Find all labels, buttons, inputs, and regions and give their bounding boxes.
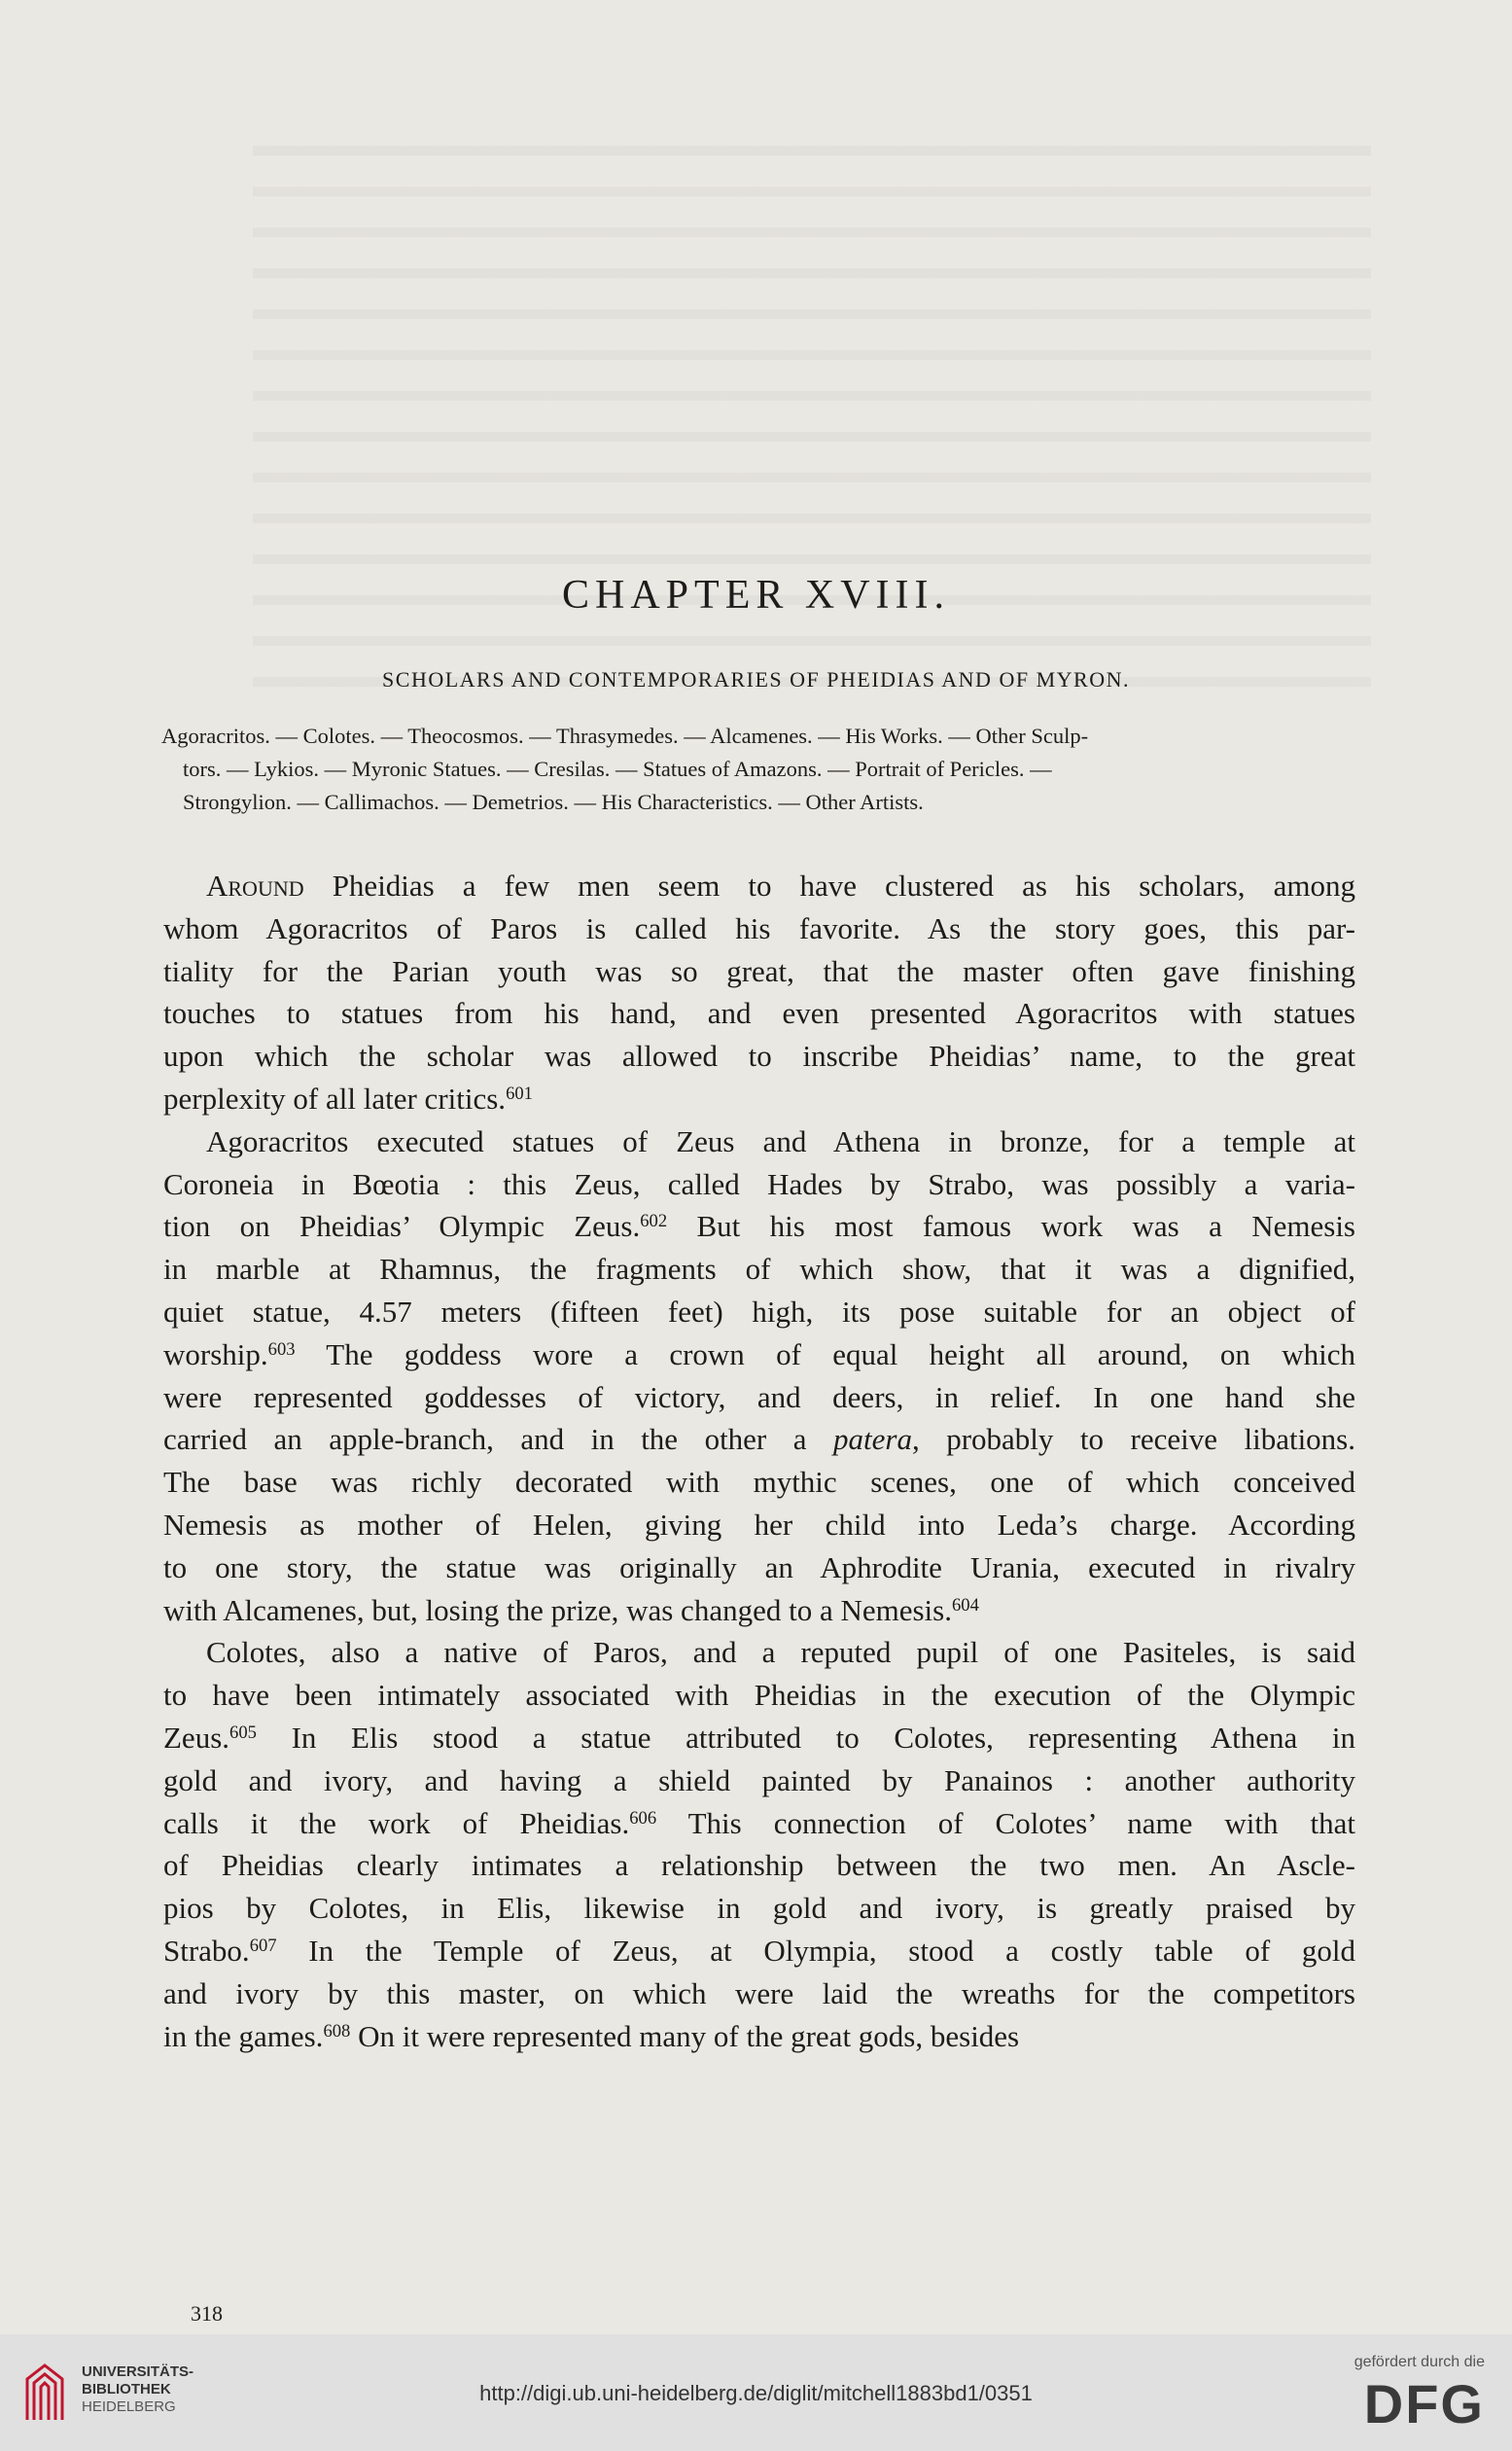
- text-line: [163, 1461, 1355, 1504]
- text-line: [163, 865, 1355, 907]
- footnote-ref: 603: [267, 1338, 296, 1360]
- chapter-title: CHAPTER XVIII.: [562, 573, 950, 618]
- permalink-url[interactable]: http://digi.ub.uni-heidelberg.de/diglit/mitchell1883bd1/0351: [479, 2381, 1033, 2405]
- line-text: and ivory by this master, on which were laid the wreaths for the competitors: [163, 1975, 1355, 2010]
- line-text: to one story, the statue was originally an Aphrodite Urania, executed in rivalry: [163, 1549, 1355, 1584]
- text-line: [163, 1674, 1355, 1717]
- text-line: [163, 1717, 1355, 1759]
- text-line: touches to statues from his hand, and even presented Agoracritos with statues: [163, 996, 1355, 1031]
- text-line: [163, 1120, 1355, 1163]
- footnote-ref: 601: [506, 1083, 533, 1104]
- text-line: [163, 1248, 1355, 1291]
- line-text: in the games.: [163, 2018, 324, 2053]
- line-text: Colotes, also a native of Paros, and a reputed pupil of one Pasiteles, is said: [206, 1635, 1355, 1670]
- line-text: The base was richly decorated with mythic scenes, one of which conceived: [163, 1465, 1355, 1500]
- paragraph-3: [163, 1631, 1355, 2057]
- text-line: upon which the scholar was allowed to inscribe Pheidias’ name, to the great: [163, 1039, 1355, 1074]
- footnote-ref: 604: [951, 1594, 979, 1616]
- line-text: This connection of Colotes’ name with that: [656, 1805, 1355, 1840]
- text-line: [163, 1844, 1355, 1887]
- footnote-ref: 605: [229, 1722, 257, 1743]
- line-text: In the Temple of Zeus, at Olympia, stood a costly table of gold: [276, 1933, 1355, 1968]
- text-line: [163, 1504, 1355, 1546]
- text-line: [163, 2015, 1355, 2058]
- library-name-line: UNIVERSITÄTS-: [82, 2363, 194, 2380]
- paragraph-2: [163, 1120, 1355, 1632]
- text-line: whom Agoracritos of Paros is called his favorite. As the story goes, this par-: [163, 910, 1355, 945]
- text-line: [163, 1631, 1355, 1674]
- library-name-line: HEIDELBERG: [82, 2398, 176, 2415]
- line-text: quiet statue, 4.57 meters (fifteen feet) high, its pose suitable for an object of: [163, 1294, 1355, 1329]
- line-text: worship.: [163, 1336, 268, 1371]
- footnote-ref: 607: [249, 1935, 277, 1956]
- line-text: carried an apple-branch, and in the other a: [163, 1422, 834, 1457]
- footnote-ref: 608: [323, 2020, 351, 2042]
- text-line: [163, 1930, 1355, 1972]
- italic-term: patera: [833, 1422, 912, 1457]
- text-line: [163, 1887, 1355, 1930]
- text-line: [163, 1291, 1355, 1333]
- library-name-line: BIBLIOTHEK: [82, 2381, 171, 2398]
- text-line: [163, 1418, 1355, 1461]
- footnote-ref: 606: [629, 1807, 657, 1829]
- funder-label: gefördert durch die: [1354, 2354, 1485, 2370]
- dfg-logo: DFG: [1363, 2373, 1485, 2434]
- text-line: [163, 1205, 1355, 1248]
- line-text: gold and ivory, and having a shield painted by Panainos : another authority: [163, 1762, 1355, 1797]
- synopsis-line: Agoracritos. — Colotes. — Theocosmos. — Thrasymedes. — Alcamenes. — His Works. — Other Sculp-: [161, 724, 1089, 748]
- text-line: [163, 1376, 1355, 1419]
- synopsis-line: Strongylion. — Callimachos. — Demetrios. — His Characteristics. — Other Artists.: [183, 790, 924, 814]
- line-text: Pheidias a few men seem to have clustered as his scholars, among: [303, 869, 1355, 903]
- line-text: to have been intimately associated with Pheidias in the execution of the Olympic: [163, 1678, 1355, 1713]
- line-text: Nemesis as mother of Helen, giving her child into Leda’s charge. According: [163, 1507, 1355, 1542]
- line-text: in marble at Rhamnus, the fragments of which show, that it was a dignified,: [163, 1252, 1355, 1287]
- line-text: with Alcamenes, but, losing the prize, was changed to a Nemesis.: [163, 1592, 952, 1627]
- line-text: Zeus.: [163, 1720, 230, 1755]
- text-line: [163, 1972, 1355, 2015]
- paragraph-1: [163, 865, 1355, 1120]
- text-line: [163, 1333, 1355, 1376]
- text-line: [163, 1546, 1355, 1589]
- synopsis-line: tors. — Lykios. — Myronic Statues. — Cresilas. — Statues of Amazons. — Portrait of Pericles. —: [183, 757, 1052, 781]
- line-text: But his most famous work was a Nemesis: [667, 1209, 1355, 1244]
- line-text: pios by Colotes, in Elis, likewise in gold and ivory, is greatly praised by: [163, 1891, 1355, 1926]
- line-text: calls it the work of Pheidias.: [163, 1805, 630, 1840]
- funder[interactable]: [1354, 2354, 1485, 2433]
- line-text: In Elis stood a statue attributed to Colotes, representing Athena in: [256, 1720, 1355, 1755]
- line-text: Agoracritos executed statues of Zeus and Athena in bronze, for a temple at: [206, 1123, 1355, 1158]
- footnote-ref: 602: [640, 1211, 668, 1232]
- text-line: [163, 1759, 1355, 1802]
- line-text: were represented goddesses of victory, and deers, in relief. In one hand she: [163, 1379, 1355, 1414]
- text-line: [163, 1802, 1355, 1845]
- text-line: tiality for the Parian youth was so great, that the master often gave finishing: [163, 953, 1355, 988]
- line-text: Coroneia in Bœotia : this Zeus, called Hades by Strabo, was possibly a varia-: [163, 1166, 1355, 1201]
- line-text: The goddess wore a crown of equal height all around, on which: [295, 1336, 1355, 1371]
- chapter-synopsis: [161, 720, 1354, 819]
- body-text: [163, 865, 1355, 2057]
- viewer-footer: [0, 2334, 1512, 2451]
- line-text: Strabo.: [163, 1933, 250, 1968]
- text-line: [163, 1589, 1355, 1632]
- line-text: of Pheidias clearly intimates a relationship between the two men. An Ascle-: [163, 1848, 1355, 1883]
- text-line: [163, 1163, 1355, 1206]
- line-text: tion on Pheidias’ Olympic Zeus.: [163, 1209, 641, 1244]
- page-number: 318: [191, 2301, 223, 2326]
- line-text: , probably to receive libations.: [911, 1422, 1355, 1457]
- lead-word: Around: [206, 869, 304, 903]
- text-line: [163, 1078, 1355, 1120]
- chapter-subtitle: SCHOLARS AND CONTEMPORARIES OF PHEIDIAS AND OF MYRON.: [382, 667, 1130, 692]
- line-text: perplexity of all later critics.: [163, 1081, 507, 1116]
- line-text: On it were represented many of the great gods, besides: [350, 2018, 1020, 2053]
